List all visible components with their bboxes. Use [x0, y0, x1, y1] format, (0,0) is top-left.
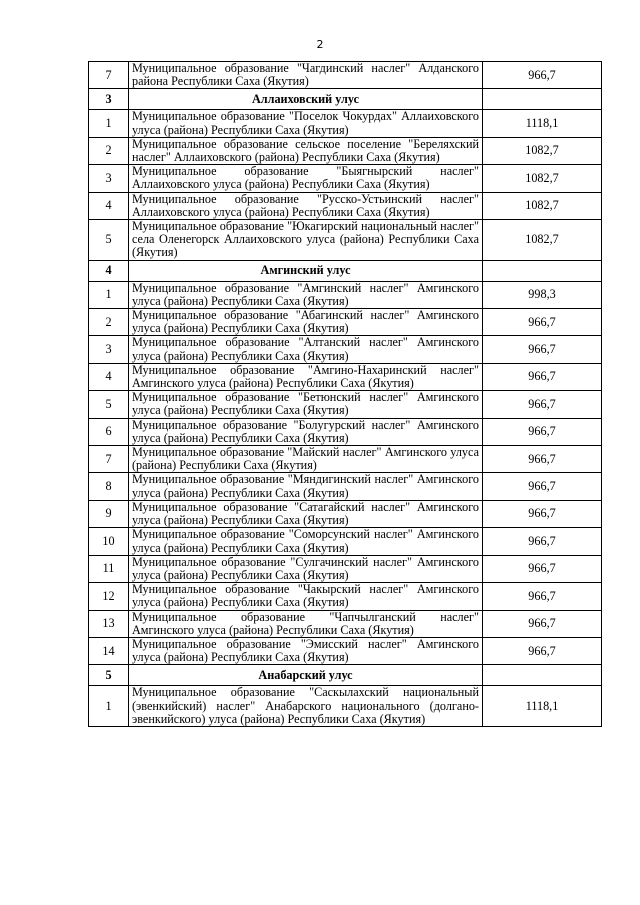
row-value: 966,7	[483, 62, 602, 89]
row-value: 998,3	[483, 281, 602, 308]
section-number: 4	[89, 260, 129, 281]
table-row	[89, 309, 602, 336]
row-number: 2	[89, 137, 129, 164]
municipality-name: Муниципальное образование "Чакырский наслег" Амгинского улуса (района) Республики Саха (Якутия)	[129, 583, 483, 610]
row-number: 10	[89, 528, 129, 555]
table-row	[89, 473, 602, 500]
municipality-name: Муниципальное образование "Абагинский наслег" Амгинского улуса (района) Республики Саха (Якутия)	[129, 309, 483, 336]
section-number: 3	[89, 89, 129, 110]
row-value: 1082,7	[483, 192, 602, 219]
municipality-name: Муниципальное образование "Майский наслег" Амгинского улуса (района) Республики Саха (Якутия)	[129, 446, 483, 473]
table-row	[89, 610, 602, 637]
row-number: 3	[89, 165, 129, 192]
table-row	[89, 363, 602, 390]
row-number: 7	[89, 446, 129, 473]
row-number: 2	[89, 309, 129, 336]
table-body	[89, 62, 602, 727]
table-row	[89, 281, 602, 308]
municipality-name: Муниципальное образование сельское поселение "Береляхский наслег" Аллаиховского (района) Республики Саха (Якутия)	[129, 137, 483, 164]
municipality-name: Муниципальное образование "Поселок Чокурдах" Аллаиховского улуса (района) Республики Саха (Якутия)	[129, 110, 483, 137]
row-number: 1	[89, 110, 129, 137]
row-value: 1082,7	[483, 137, 602, 164]
section-title: Аллаиховский улус	[129, 89, 483, 110]
row-number: 14	[89, 637, 129, 664]
municipality-name: Муниципальное образование "Чапчылганский наслег" Амгинского улуса (района) Республики Саха (Якутия)	[129, 610, 483, 637]
municipality-name: Муниципальное образование "Амгино-Нахаринский наслег" Амгинского улуса (района) Республики Саха (Якутия)	[129, 363, 483, 390]
row-value: 966,7	[483, 528, 602, 555]
row-value: 966,7	[483, 336, 602, 363]
row-number: 1	[89, 281, 129, 308]
section-title: Анабарский улус	[129, 665, 483, 686]
municipality-name: Муниципальное образование "Русско-Устьинский наслег" Аллаиховского улуса (района) Республики Саха (Якутия)	[129, 192, 483, 219]
municipality-name: Муниципальное образование "Быягнырский наслег" Аллаиховского улуса (района) Республики Саха (Якутия)	[129, 165, 483, 192]
municipality-name: Муниципальное образование "Эмисский наслег" Амгинского улуса (района) Республики Саха (Якутия)	[129, 637, 483, 664]
row-number: 9	[89, 500, 129, 527]
table-row	[89, 391, 602, 418]
table-row	[89, 446, 602, 473]
table-row	[89, 528, 602, 555]
row-number: 12	[89, 583, 129, 610]
section-value-cell	[483, 260, 602, 281]
municipality-name: Муниципальное образование "Амгинский наслег" Амгинского улуса (района) Республики Саха (Якутия)	[129, 281, 483, 308]
row-value: 966,7	[483, 391, 602, 418]
municipality-name: Муниципальное образование "Сатагайский наслег" Амгинского улуса (района) Республики Саха (Якутия)	[129, 500, 483, 527]
row-number: 4	[89, 363, 129, 390]
row-number: 6	[89, 418, 129, 445]
page-number: 2	[316, 38, 324, 51]
section-title: Амгинский улус	[129, 260, 483, 281]
section-row	[89, 89, 602, 110]
municipality-name: Муниципальное образование "Юкагирский национальный наслег" села Оленегорск Аллаиховского улуса (района) Республики Саха (Якутия)	[129, 220, 483, 261]
municipality-name: Муниципальное образование "Саскылахский национальный (эвенкийский) наслег" Анабарского национального (долгано-эвенкийского) улуса (района) Республики Саха (Якутия)	[129, 686, 483, 727]
section-row	[89, 665, 602, 686]
table-row	[89, 418, 602, 445]
row-number: 3	[89, 336, 129, 363]
municipality-name: Муниципальное образование "Бетюнский наслег" Амгинского улуса (района) Республики Саха (Якутия)	[129, 391, 483, 418]
row-value: 966,7	[483, 610, 602, 637]
section-value-cell	[483, 665, 602, 686]
table-row	[89, 500, 602, 527]
row-value: 966,7	[483, 418, 602, 445]
section-row	[89, 260, 602, 281]
row-value: 1082,7	[483, 220, 602, 261]
row-value: 966,7	[483, 555, 602, 582]
table-row	[89, 110, 602, 137]
row-value: 966,7	[483, 363, 602, 390]
row-number: 1	[89, 686, 129, 727]
table-row	[89, 637, 602, 664]
row-value: 1118,1	[483, 686, 602, 727]
row-number: 5	[89, 391, 129, 418]
municipality-name: Муниципальное образование "Сулгачинский наслег" Амгинского улуса (района) Республики Саха (Якутия)	[129, 555, 483, 582]
row-value: 1118,1	[483, 110, 602, 137]
row-value: 1082,7	[483, 165, 602, 192]
table-row	[89, 220, 602, 261]
row-number: 4	[89, 192, 129, 219]
row-value: 966,7	[483, 583, 602, 610]
municipal-table	[88, 61, 602, 727]
row-value: 966,7	[483, 446, 602, 473]
row-number: 8	[89, 473, 129, 500]
table-row	[89, 583, 602, 610]
municipality-name: Муниципальное образование "Чагдинский наслег" Алданского района Республики Саха (Якутия)	[129, 62, 483, 89]
row-number: 5	[89, 220, 129, 261]
table-row	[89, 165, 602, 192]
row-value: 966,7	[483, 309, 602, 336]
table-row	[89, 336, 602, 363]
row-number: 11	[89, 555, 129, 582]
table-row	[89, 62, 602, 89]
municipality-name: Муниципальное образование "Алтанский наслег" Амгинского улуса (района) Республики Саха (Якутия)	[129, 336, 483, 363]
row-value: 966,7	[483, 500, 602, 527]
table-row	[89, 686, 602, 727]
row-number: 13	[89, 610, 129, 637]
municipality-name: Муниципальное образование "Соморсунский наслег" Амгинского улуса (района) Республики Саха (Якутия)	[129, 528, 483, 555]
row-number: 7	[89, 62, 129, 89]
section-value-cell	[483, 89, 602, 110]
municipality-name: Муниципальное образование "Болугурский наслег" Амгинского улуса (района) Республики Саха (Якутия)	[129, 418, 483, 445]
municipality-name: Муниципальное образование "Мяндигинский наслег" Амгинского улуса (района) Республики Саха (Якутия)	[129, 473, 483, 500]
row-value: 966,7	[483, 637, 602, 664]
table-row	[89, 137, 602, 164]
row-value: 966,7	[483, 473, 602, 500]
table-row	[89, 192, 602, 219]
table-row	[89, 555, 602, 582]
section-number: 5	[89, 665, 129, 686]
